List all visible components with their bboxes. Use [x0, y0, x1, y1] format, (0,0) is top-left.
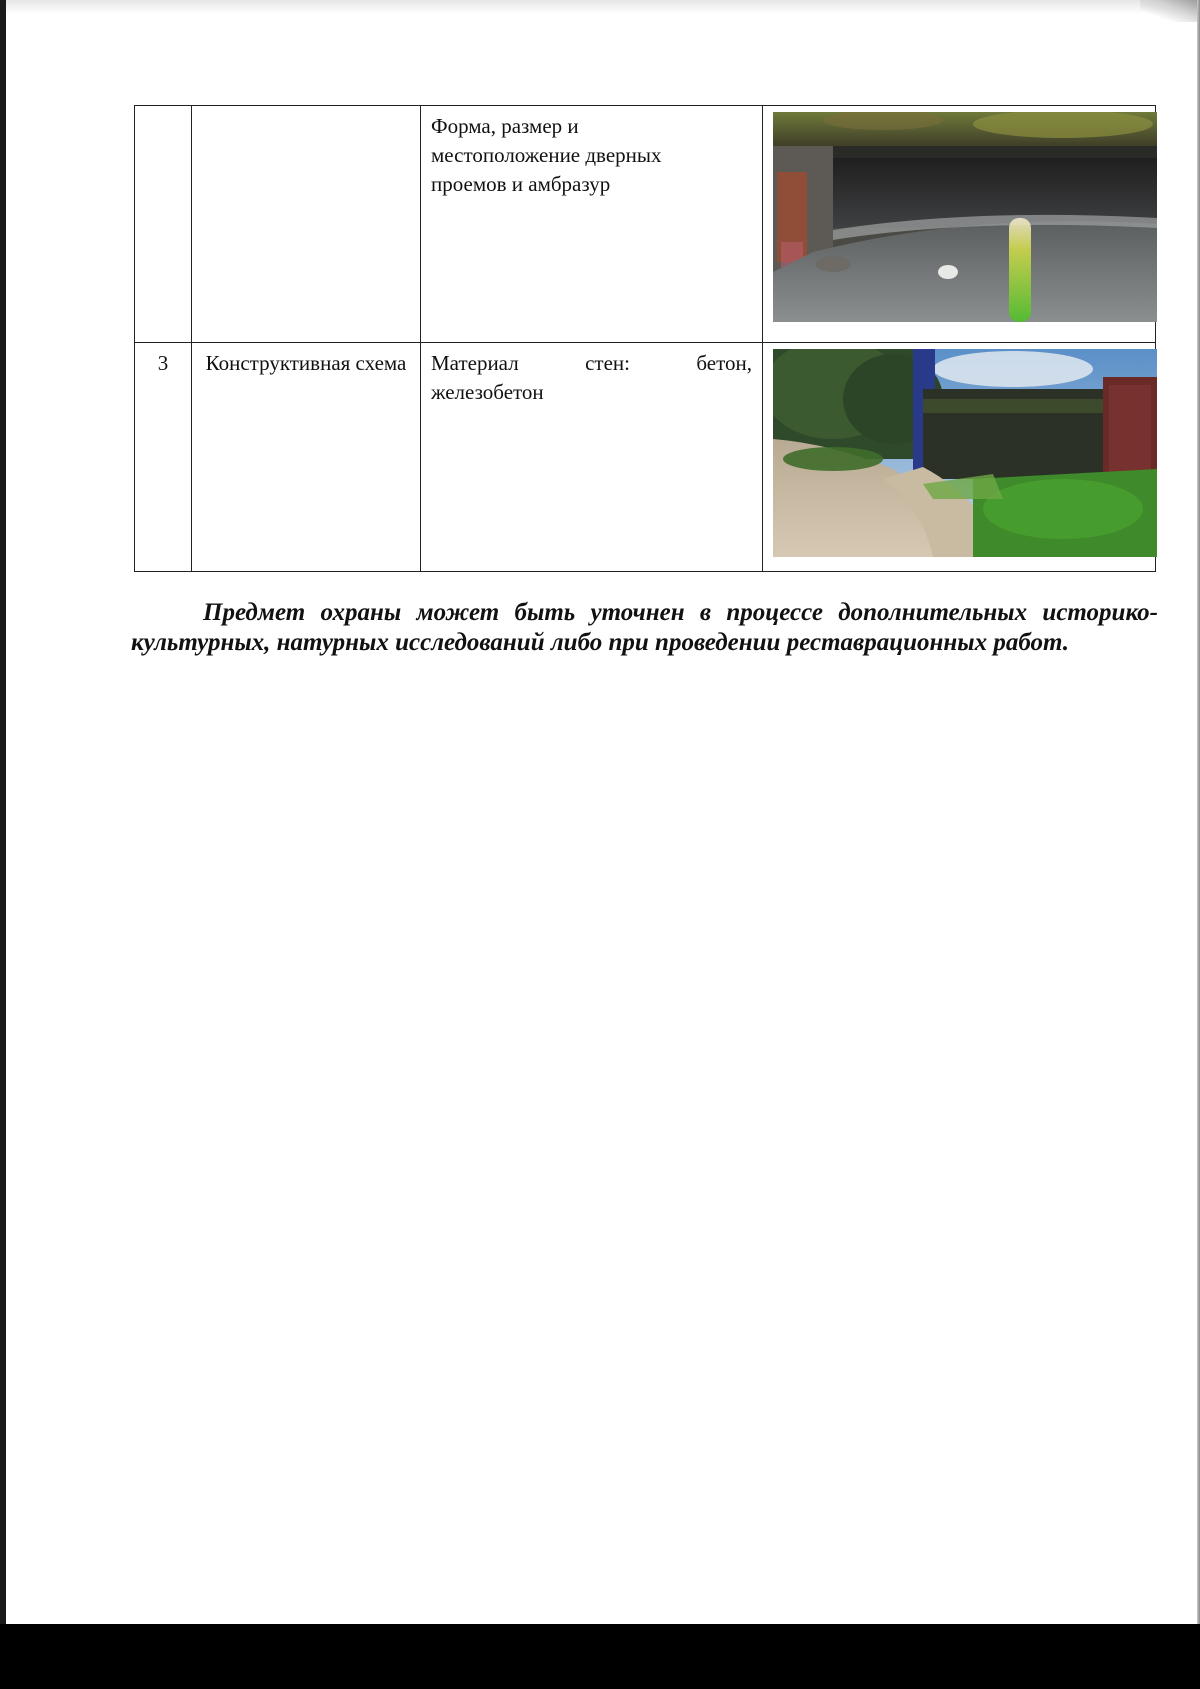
row-description-text: Форма, размер и местоположение дверных проемов и амбразур [431, 114, 662, 196]
table-row [135, 106, 1156, 343]
row-name-cell [192, 106, 421, 343]
bunker-embrasure-photo-image [773, 112, 1157, 322]
row-photo-cell [763, 343, 1156, 572]
protection-subject-table [134, 105, 1156, 572]
scan-left-edge [0, 0, 6, 1689]
protection-note: Предмет охраны может быть уточнен в процессе дополнительных историко-культурных, натурных исследований либо при проведении реставрационных работ. [131, 599, 1158, 656]
bunker-exterior-photo-image [773, 349, 1157, 557]
bunker-exterior-photo [773, 349, 1157, 557]
scan-corner-fold [1140, 0, 1200, 22]
row-name-cell: Конструктивная схема [192, 343, 421, 572]
row-number-cell [135, 106, 192, 343]
row-number-cell: 3 [135, 343, 192, 572]
row-description-line: Материал стен: бетон, [431, 351, 752, 375]
table-row [135, 343, 1156, 572]
row-photo-cell [763, 106, 1156, 343]
row-description-cell [421, 106, 763, 343]
row-description-cell [421, 343, 763, 572]
scan-bottom-band [0, 1624, 1200, 1689]
row-description-line: железобетон [431, 380, 544, 404]
scan-top-shadow [0, 0, 1200, 14]
bunker-embrasure-photo [773, 112, 1157, 322]
